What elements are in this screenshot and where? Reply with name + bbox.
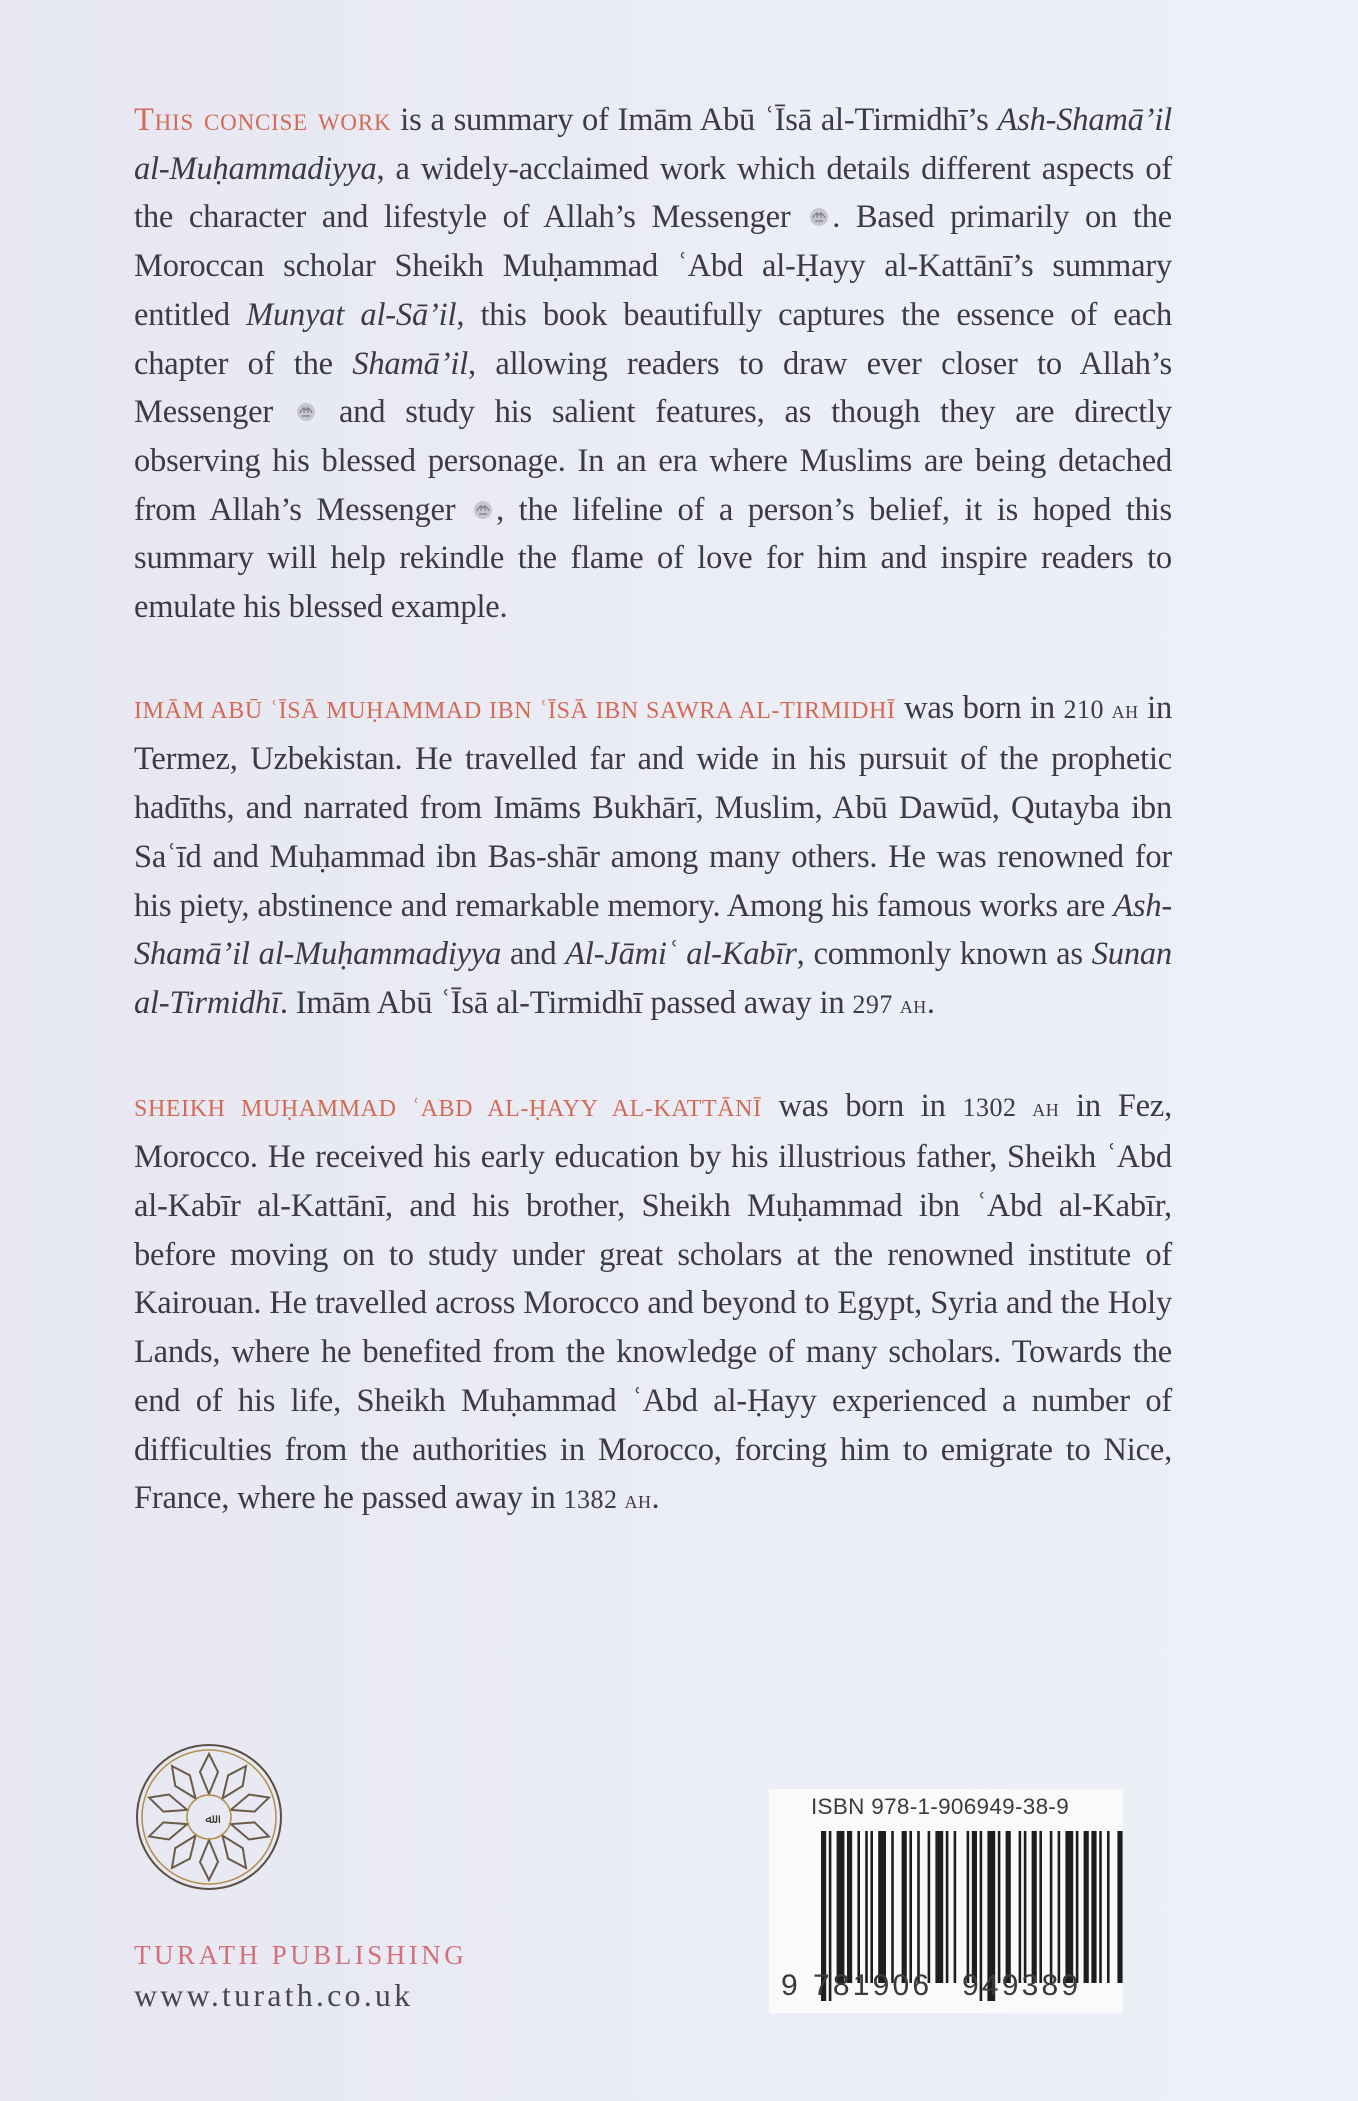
salutation-calligraphy-icon — [455, 492, 496, 528]
body-text: , allowing readers to draw ever closer to Allah’s Messenger — [134, 345, 1172, 431]
date-text: 1302 ah — [962, 1092, 1060, 1122]
publisher-name: TURATH PUBLISHING — [134, 1940, 468, 1970]
barcode-bar — [928, 1831, 931, 1983]
barcode-bar — [967, 1831, 970, 1983]
barcode-bar — [1107, 1831, 1110, 1983]
barcode-lead-digit: 9 — [781, 1969, 801, 2002]
barcode-bar — [1058, 1831, 1061, 1983]
barcode-bar — [1084, 1831, 1089, 1983]
date-text: 210 ah — [1063, 694, 1139, 724]
body-text: . — [651, 1480, 660, 1517]
barcode-bar — [1006, 1831, 1011, 1983]
date-text: 297 ah — [852, 989, 927, 1019]
barcode-bar — [902, 1831, 907, 1983]
body-text: and study his salient features, as though they are directly observing his blessed personage. In an era where Muslims are being detached from Allah’s Messenger — [134, 394, 1172, 528]
paragraph-lead-in: SHEIKH MUḤAMMAD ʿABD AL-ḤAYY AL-KATTĀNĪ — [134, 1095, 762, 1122]
italic-title: Ash-Shamā’il al-Muḥammadiyya — [134, 102, 1173, 187]
body-text: was born in — [895, 689, 1064, 726]
rosette-petal — [165, 1761, 203, 1804]
body-text: , commonly known as — [796, 936, 1092, 973]
barcode-bar — [1050, 1831, 1053, 1983]
rosette-petal — [200, 1840, 218, 1880]
barcode-bar — [837, 1831, 845, 1983]
barcode-bar — [1076, 1831, 1079, 1983]
barcode-bar — [972, 1831, 977, 1983]
date-text: 1382 ah — [563, 1485, 652, 1515]
barcode-bar — [954, 1831, 957, 1983]
body-text: . Imām Abū ʿĪsā al-Tirmidhī passed away in — [279, 984, 853, 1021]
barcode-bar — [1032, 1831, 1037, 1983]
italic-title: Munyat al-Sā’il — [246, 296, 457, 333]
rosette-petal — [228, 1816, 272, 1845]
barcode-bar — [1117, 1831, 1122, 1983]
body-text: was born in — [761, 1087, 963, 1124]
isbn-barcode — [769, 1789, 1123, 2013]
barcode-bar — [1099, 1831, 1102, 1983]
rosette-petal — [215, 1761, 253, 1804]
paragraph-summary — [134, 96, 1172, 632]
barcode-bar — [847, 1831, 852, 1983]
barcode-bar — [865, 1831, 868, 1983]
body-text: in Fez, Morocco. He received his early education by his illustrious father, Sheikh ʿAbd al-Kabīr al-Kattānī, and his brother, Sheikh Muḥammad ibn ʿAbd al-Kabīr, before moving on to study under great scholars at the renowned institute of Kairouan. He travelled across Morocco and beyond to Egypt, Syria and the Holy Lands, where he benefited from the knowledge of many scholars. Towards the end of his life, Sheikh Muḥammad ʿAbd al-Ḥayy experienced a number of difficulties from the authorities in Morocco, forcing him to emigrate to Nice, France, where he passed away in — [134, 1087, 1173, 1517]
barcode-bar — [1039, 1831, 1042, 1983]
body-text: . — [926, 984, 935, 1021]
salutation-calligraphy-icon — [273, 394, 339, 430]
barcode-bar — [857, 1831, 860, 1983]
barcode-bar — [917, 1831, 920, 1983]
barcode-bar — [870, 1831, 873, 1983]
paragraph-tirmidhi-bio — [134, 684, 1172, 1030]
body-text: , the lifeline of a person’s belief, it is hoped this summary will help rekindle the flame of love for him and inspire readers to emulate his blessed example. — [134, 491, 1172, 626]
body-text: , this book beautifully captures the essence of each chapter of the — [134, 296, 1173, 382]
paragraph-lead-in: This concise work — [134, 102, 392, 138]
rosette-petal — [228, 1789, 272, 1818]
rosette-petal — [146, 1789, 190, 1818]
barcode-bar — [998, 1831, 1001, 1983]
barcode-bar — [909, 1831, 912, 1983]
body-text: in Termez, Uzbekistan. He travelled far and wide in his pursuit of the prophetic hadīths, and narrated from Imāms Bukhārī, Muslim, Abū Dawūd, Qutayba ibn Saʿīd and Muḥammad ibn Bas-shār among many others. He was renowned for his piety, abstinence and remarkable memory. Among his famous works are — [134, 689, 1173, 924]
body-text: . Based primarily on the Moroccan scholar Sheikh Muḥammad ʿAbd al-Ḥayy al-Kattānī’s summary entitled — [134, 199, 1172, 333]
turath-rosette-logo-icon — [134, 1742, 284, 1892]
paragraph-kattani-bio — [134, 1082, 1172, 1525]
barcode-bar — [1091, 1831, 1096, 1983]
barcode-bar — [946, 1831, 949, 1983]
isbn-label: ISBN 978-1-906949-38-9 — [811, 1794, 1070, 1819]
barcode-bar — [891, 1831, 894, 1983]
rosette-petal — [165, 1830, 203, 1873]
rosette-petal — [215, 1830, 253, 1873]
publisher-website-link[interactable]: www.turath.co.uk — [134, 1977, 414, 2013]
publisher-block — [134, 1742, 467, 2014]
svg-text:ﷲ: ﷲ — [205, 1812, 213, 1827]
barcode-bar — [1065, 1831, 1073, 1983]
body-text: is a summary of Imām Abū ʿĪsā al-Tirmidhī’s — [391, 102, 998, 138]
salutation-calligraphy-icon — [790, 199, 832, 235]
rosette-petal — [200, 1754, 218, 1794]
back-cover-text — [134, 96, 1172, 1525]
italic-title: Al-Jāmiʿ al-Kabīr — [565, 936, 797, 973]
body-text: , a widely-acclaimed work which details different aspects of the character and lifestyle of Allah’s Messenger — [134, 150, 1172, 236]
barcode-right-digits: 949389 — [962, 1969, 1082, 2002]
barcode-bar — [1024, 1831, 1027, 1983]
paragraph-lead-in: IMĀM ABŪ ʿĪSĀ MUḤAMMAD IBN ʿĪSĀ IBN SAWRA AL-TIRMIDHĪ — [134, 697, 896, 724]
body-text: and — [501, 936, 566, 973]
italic-title: Sunan al-Tirmidhī — [134, 936, 1172, 1021]
italic-title: Ash-Shamā’il al-Muḥammadiyya — [134, 887, 1172, 973]
rosette-petal — [146, 1816, 190, 1845]
barcode-bar — [1019, 1831, 1022, 1983]
barcode-bar — [935, 1831, 943, 1983]
barcode-left-digits: 781906 — [813, 1969, 933, 2002]
italic-title: Shamā’il — [352, 345, 469, 382]
barcode-bar — [878, 1831, 886, 1983]
